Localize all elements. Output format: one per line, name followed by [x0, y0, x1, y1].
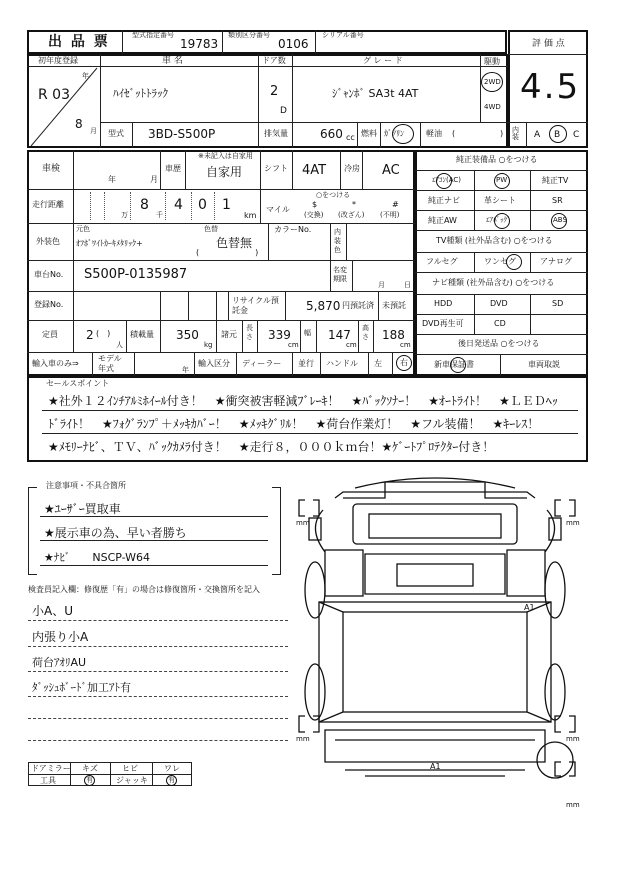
sheet-title: 出 品 票	[48, 34, 110, 50]
equip-leather: 革シート	[484, 196, 516, 205]
inspector-line-1: 小A、U	[32, 604, 73, 618]
eval-label: 評 価 点	[532, 39, 565, 49]
odo-circle-note: ○をつける	[316, 191, 351, 199]
history-note: ※未記入は自家用	[198, 152, 253, 160]
ac-label: 冷房	[344, 164, 360, 173]
score: 4.5	[520, 67, 581, 107]
import-type-label: 輸入区分	[198, 359, 230, 368]
orig-color: ｵﾌﾎﾞﾜｲﾄｶｰｷﾒﾀﾘｯｸ+	[76, 239, 143, 248]
shift-label: シフト	[264, 164, 288, 173]
history-label: 車歴	[165, 164, 181, 173]
height-unit: cm	[400, 341, 411, 349]
month-unit: 月	[90, 127, 97, 135]
title-month: 月	[378, 281, 385, 289]
later-manual: 車両取説	[528, 360, 560, 369]
equip-aw: 純正AW	[428, 216, 457, 225]
footer-tools-yes: 有	[86, 776, 93, 784]
displacement-label: 排気量	[264, 129, 288, 138]
inspection-label: 車検	[42, 164, 61, 174]
era-year: R 03	[38, 87, 70, 103]
diagram-mm-bl: mm	[296, 735, 310, 743]
odo-altered-symbol: *	[352, 200, 356, 209]
class-no: 0106	[278, 37, 309, 51]
interior-b: B	[554, 130, 561, 140]
equip-abs: ABS	[553, 216, 567, 224]
diagram-mm-tr: mm	[566, 519, 580, 527]
diagram-mark-a1-bottom: A1	[430, 762, 441, 771]
footer-jack-yes: 有	[168, 776, 175, 784]
interior-c: C	[573, 130, 580, 140]
spec-label: 諸元	[221, 330, 237, 339]
color-label: 外装色	[36, 237, 60, 246]
len-unit: cm	[288, 341, 299, 349]
mileage-man-unit: 万	[121, 211, 128, 219]
nav-dvd-play: DVD再生可	[422, 319, 464, 328]
year-unit: 年	[82, 72, 89, 80]
equip-nav: 純正ナビ	[428, 196, 460, 205]
odo-altered-text: (改ざん)	[338, 211, 365, 219]
handle-left: 左	[374, 359, 382, 368]
inspection-month-unit: 月	[150, 175, 158, 184]
inspector-line-3: 荷台ｱｵﾘAU	[32, 656, 87, 669]
color-no-label: カラーNo.	[274, 225, 312, 234]
diagram-mm-rear: mm	[566, 801, 580, 809]
first-reg-diagonal	[27, 66, 100, 148]
sales-label: セールスポイント	[46, 379, 110, 388]
footer-door-mirror: ドアミラー	[31, 764, 71, 773]
displacement-unit: cc	[346, 133, 355, 142]
drive-2wd: 2WD	[484, 78, 501, 86]
drive-4wd: 4WD	[484, 103, 501, 111]
km-unit: km	[244, 211, 257, 220]
capacity: 2	[86, 328, 94, 342]
nav-sd: SD	[552, 299, 564, 308]
equip-sr: SR	[552, 196, 563, 205]
recycle-unit: 円預託済	[342, 301, 374, 310]
later-title: 後日発送品 ○をつける	[458, 339, 540, 348]
door-label: ドア数	[262, 56, 286, 65]
equip-title: 純正装備品 ○をつける	[456, 155, 538, 164]
grade-label: グ レ ー ド	[363, 56, 403, 65]
equip-airbag: ｴｱﾊﾞｯｸﾞ	[486, 216, 511, 224]
fuel-label: 燃料	[361, 129, 377, 138]
nav-hdd: HDD	[434, 299, 453, 308]
type-no: 19783	[180, 37, 219, 51]
footer-crack: ヒビ	[122, 764, 138, 773]
note-line-3: ★ﾅﾋﾞ NSCP-W64	[44, 551, 151, 564]
odo-replaced-symbol: $	[312, 200, 318, 209]
reg-month: 8	[75, 117, 83, 131]
width-unit: cm	[346, 341, 357, 349]
interior-a: A	[534, 130, 541, 140]
vehicle-damage-diagram	[285, 470, 585, 810]
equip-pw: PW	[496, 176, 508, 184]
fuel-other-close: )	[500, 129, 504, 138]
reg-label: 登録No.	[34, 300, 64, 309]
displacement: 660	[320, 127, 343, 141]
odo-replaced-text: (交換)	[304, 211, 324, 219]
width: 147	[328, 328, 351, 342]
model-year-label: モデル年式	[98, 354, 122, 373]
width-label: 幅	[304, 329, 311, 337]
inspector-line-4: ﾀﾞｯｼｭﾎﾞｰﾄﾞ加工ｱﾄ有	[32, 681, 131, 694]
color-change-label: 色替	[204, 225, 218, 233]
footer-break: ワレ	[164, 764, 180, 773]
model-label: 型式	[108, 129, 124, 138]
grade: ｼﾞｬﾝﾎﾞ SA3t 4AT	[332, 87, 419, 100]
sales-line-2: ﾄﾞﾗｲﾄ！ ★ﾌｫｸﾞﾗﾝﾌﾟ＋ﾒｯｷｶﾊﾞｰ！ ★ﾒｯｷｸﾞﾘﾙ！ ★荷台作業灯！ ★フル装備！ ★ｷｰﾚｽ！	[48, 417, 540, 431]
mile-label: マイル	[266, 205, 290, 214]
int-color-label: 内装色	[334, 228, 341, 254]
first-reg-label: 初年度登録	[38, 56, 78, 65]
sales-line-1: ★社外１２ｲﾝﾁｱﾙﾐﾎｲｰﾙ付き！ ★衝突被害軽減ﾌﾞﾚｰｷ！ ★ﾊﾞｯｸｿﾅｰ！ ★ｵｰﾄﾗｲﾄ！ ★ＬＥＤﾍｯ	[48, 394, 558, 408]
handle-label: ハンドル	[326, 359, 358, 368]
tv-fullseg: フルセグ	[426, 257, 458, 266]
notes-bracket-right	[272, 487, 281, 575]
equip-tv: 純正TV	[542, 176, 569, 185]
footer-jack: ジャッキ	[116, 776, 148, 785]
footer-tools: 工具	[40, 776, 56, 785]
car-name: ﾊｲｾﾞｯﾄﾄﾗｯｸ	[113, 87, 168, 100]
mileage-digit-2: 4	[174, 197, 183, 213]
recycle: 5,870	[306, 299, 341, 313]
model: 3BD-S500P	[148, 127, 216, 141]
length: 339	[268, 328, 291, 342]
notes-label: 注意事項・不具合箇所	[46, 481, 126, 490]
height-label: 高さ	[362, 324, 369, 341]
color-change: 色替無	[216, 236, 253, 250]
interior-label: 内装	[512, 126, 519, 141]
odo-unknown-text: (不明)	[380, 211, 400, 219]
len-label: 長さ	[246, 324, 253, 341]
recycle-label: リサイクル預託金	[232, 296, 279, 315]
inspector-line-2: 内張り小A	[32, 630, 89, 644]
sales-line-3: ★ﾒﾓﾘｰﾅﾋﾞ、ＴＶ、ﾊﾞｯｸｶﾒﾗ付き！ ★走行８，０００ｋｍ台！★ｹﾞｰﾄﾌﾟﾛﾃｸﾀｰ付き！	[48, 440, 495, 454]
handle-right: 右	[400, 358, 408, 367]
fuel-gas: ｶﾞｿﾘﾝ	[384, 129, 404, 138]
class-no-label: 類別区分番号	[228, 31, 270, 39]
load-label: 積載量	[130, 330, 154, 339]
shift: 4AT	[302, 163, 327, 178]
equip-ac: ｴｱｺﾝ(AC)	[432, 176, 462, 184]
color-change-paren: ( )	[196, 248, 259, 257]
note-line-1: ★ﾕｰｻﾞｰ買取車	[44, 502, 121, 516]
inspection-year-unit: 年	[108, 175, 116, 184]
chassis: S500P-0135987	[84, 267, 188, 282]
door-suffix: D	[280, 106, 287, 116]
tv-analog: アナログ	[540, 257, 572, 266]
diagram-mark-a1-top: A1	[524, 603, 535, 612]
mileage-sen-unit: 千	[156, 211, 163, 219]
history: 自家用	[206, 165, 243, 179]
title-label: 名変期限	[333, 266, 347, 283]
capacity-paren: ( )	[96, 329, 111, 338]
recycle-no: 未預託	[382, 301, 406, 310]
nav-dvd: DVD	[490, 299, 508, 308]
car-name-label: 車 名	[162, 56, 183, 66]
ac: AC	[382, 163, 400, 178]
odo-unknown-symbol: #	[392, 200, 399, 209]
capacity-unit: 人	[116, 341, 123, 349]
height: 188	[382, 328, 405, 342]
title-day: 日	[404, 281, 411, 289]
footer-scratch: キズ	[82, 764, 98, 773]
nav-title: ナビ種類 (社外品含む) ○をつける	[432, 278, 555, 287]
serial-label: シリアル番号	[322, 31, 364, 39]
capacity-label: 定員	[42, 330, 58, 339]
type-no-label: 型式指定番号	[132, 31, 174, 39]
dealer: ディーラー	[242, 359, 282, 368]
fuel-diesel: 軽油	[426, 129, 442, 138]
parallel: 並行	[298, 359, 314, 368]
mileage-label: 走行距離	[32, 200, 64, 209]
notes-bracket-left	[28, 487, 37, 575]
diagram-mm-br: mm	[566, 735, 580, 743]
nav-cd: CD	[494, 319, 506, 328]
mileage-digit-4: 1	[222, 197, 231, 213]
tv-title: TV種類 (社外品含む) ○をつける	[436, 236, 553, 245]
import-year-unit: 年	[182, 366, 189, 374]
drive-label: 駆動	[484, 57, 500, 66]
mileage-digit-1: 8	[140, 197, 149, 213]
import-label: 輸入車のみ⇒	[32, 359, 79, 368]
orig-color-label: 元色	[76, 225, 90, 233]
fuel-other: (	[452, 129, 456, 138]
inspector-label: 検査員記入欄：修復歴「有」の場合は修復箇所・交換箇所を記入	[28, 585, 260, 594]
note-line-2: ★展示車の為、早い者勝ち	[44, 526, 187, 540]
load-unit: kg	[204, 341, 213, 349]
chassis-label: 車台No.	[34, 270, 64, 279]
doors: 2	[270, 84, 279, 99]
mileage-digit-3: 0	[198, 197, 207, 213]
tv-oneseg: ワンセグ	[484, 257, 516, 266]
diagram-mm-tl: mm	[296, 519, 310, 527]
later-warranty: 新車保証書	[434, 360, 474, 369]
load: 350	[176, 328, 199, 342]
